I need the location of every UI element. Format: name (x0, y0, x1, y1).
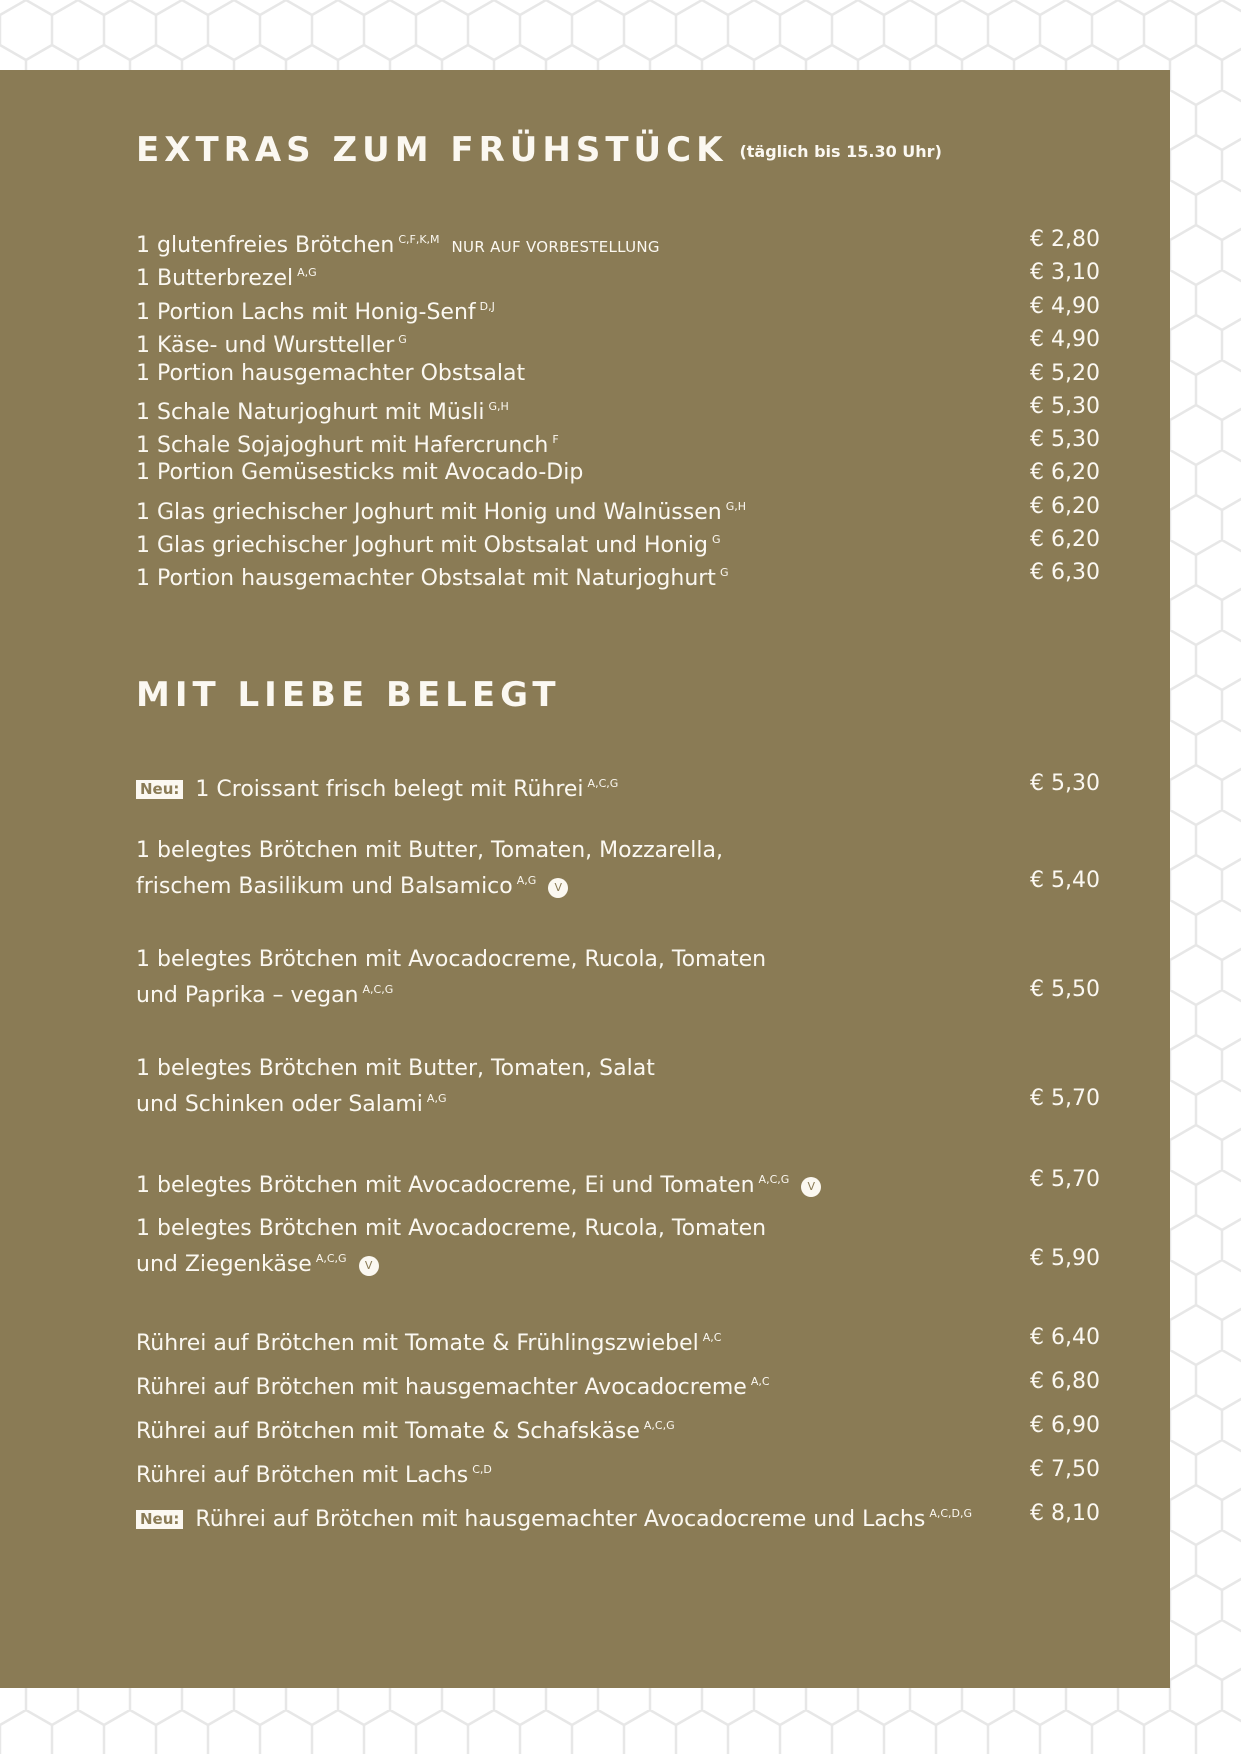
menu-item (136, 945, 1157, 1008)
menu-item (136, 225, 1157, 258)
allergen-codes: A,C,D,G (929, 1507, 973, 1520)
allergen-codes: G,H (725, 500, 746, 513)
item-line (136, 945, 766, 975)
item-price: € 3,10 (1030, 260, 1100, 285)
item-text (136, 1054, 655, 1117)
menu-item (136, 1054, 1157, 1117)
extras-subtitle: (täglich bis 15.30 Uhr) (739, 142, 942, 161)
menu-item (136, 525, 1157, 558)
vegetarian-icon: V (359, 1256, 379, 1276)
item-price: € 8,10 (1030, 1501, 1100, 1526)
item-name: 1 Portion Lachs mit Honig-Senf (136, 300, 476, 325)
allergen-codes: A,G (297, 266, 317, 279)
item-name: Rührei auf Brötchen mit hausgemachter Avocadocreme (136, 1375, 747, 1400)
item-name: 1 Glas griechischer Joghurt mit Obstsalat und Honig (136, 533, 708, 558)
menu-item (136, 458, 1157, 488)
menu-item (136, 359, 1157, 389)
item-line (136, 1411, 675, 1444)
item-name: Rührei auf Brötchen mit Tomate & Schafskäse (136, 1419, 640, 1444)
item-name: Rührei auf Brötchen mit hausgemachter Avocadocreme und Lachs (195, 1507, 926, 1532)
item-line (136, 1499, 973, 1532)
allergen-codes: D,J (479, 300, 495, 313)
item-line (136, 425, 559, 458)
menu-item (136, 392, 1157, 425)
item-line (136, 258, 317, 291)
item-line (136, 1165, 821, 1198)
item-price: € 5,30 (1030, 427, 1100, 452)
item-line (136, 492, 746, 525)
menu-item (136, 258, 1157, 291)
item-line (136, 359, 525, 389)
item-line (136, 558, 729, 591)
item-price: € 5,30 (1030, 394, 1100, 419)
item-name: und Ziegenkäse (136, 1252, 312, 1277)
item-price: € 6,40 (1030, 1325, 1100, 1350)
item-name: frischem Basilikum und Balsamico (136, 874, 513, 899)
item-line (136, 1214, 766, 1244)
vegetarian-icon: V (801, 1177, 821, 1197)
item-price: € 6,90 (1030, 1413, 1100, 1438)
item-text (136, 1214, 767, 1277)
item-text (136, 1411, 675, 1444)
menu-item (136, 1214, 1157, 1277)
item-text (136, 945, 767, 1008)
item-name: 1 Schale Sojajoghurt mit Hafercrunch (136, 433, 549, 458)
item-price: € 6,80 (1030, 1369, 1100, 1394)
item-line (136, 325, 407, 358)
item-price: € 5,70 (1030, 1086, 1100, 1111)
menu-item (136, 292, 1157, 325)
allergen-codes: A,C (750, 1375, 770, 1388)
menu-item (136, 769, 1157, 802)
new-badge: Neu: (136, 1510, 183, 1529)
item-text (136, 325, 407, 358)
item-price: € 5,20 (1030, 361, 1100, 386)
item-name: 1 Croissant frisch belegt mit Rührei (195, 777, 584, 802)
new-badge: Neu: (136, 780, 183, 799)
item-line (136, 975, 766, 1008)
item-name: 1 Portion Gemüsesticks mit Avocado-Dip (136, 460, 584, 485)
vegetarian-icon: V (548, 878, 568, 898)
allergen-codes: G (712, 533, 721, 546)
item-line (136, 525, 721, 558)
menu-item (136, 1165, 1157, 1198)
item-name: 1 belegtes Brötchen mit Avocadocreme, Ei und Tomaten (136, 1173, 755, 1198)
item-text (136, 359, 525, 389)
item-name: 1 Butterbrezel (136, 266, 294, 291)
allergen-codes: C,D (472, 1463, 492, 1476)
allergen-codes: A,C,G (587, 777, 619, 790)
item-text (136, 292, 495, 325)
item-price: € 5,50 (1030, 977, 1100, 1002)
item-text (136, 1367, 770, 1400)
item-name: 1 Schale Naturjoghurt mit Müsli (136, 400, 485, 425)
item-text (136, 558, 729, 591)
allergen-codes: A,G (516, 874, 537, 887)
item-line (136, 458, 583, 488)
item-text (136, 1165, 821, 1198)
item-line (136, 866, 723, 899)
menu-item (136, 1455, 1157, 1488)
item-name: 1 belegtes Brötchen mit Avocadocreme, Rucola, Tomaten (136, 1216, 767, 1241)
item-line (136, 769, 619, 802)
item-name: 1 belegtes Brötchen mit Butter, Tomaten, Salat (136, 1056, 655, 1081)
item-text (136, 425, 559, 458)
item-text (136, 1499, 973, 1532)
menu-item (136, 558, 1157, 591)
allergen-codes: G (398, 333, 407, 346)
item-line (136, 1455, 492, 1488)
item-line (136, 392, 509, 425)
allergen-codes: F (552, 433, 559, 446)
item-price: € 2,80 (1030, 227, 1100, 252)
item-text (136, 492, 746, 525)
item-text (136, 258, 317, 291)
item-line (136, 1084, 655, 1117)
extras-title-text: EXTRAS ZUM FRÜHSTÜCK (136, 130, 728, 170)
item-name: 1 belegtes Brötchen mit Avocadocreme, Rucola, Tomaten (136, 947, 767, 972)
belegt-title-text: MIT LIEBE BELEGT (136, 675, 561, 715)
item-name: 1 Portion hausgemachter Obstsalat (136, 361, 526, 386)
section-title-belegt (136, 675, 561, 715)
allergen-codes: A,C,G (315, 1252, 347, 1265)
item-name: und Schinken oder Salami (136, 1092, 423, 1117)
menu-item (136, 492, 1157, 525)
item-line (136, 1323, 722, 1356)
allergen-codes: A,C,G (643, 1419, 675, 1432)
item-name: und Paprika – vegan (136, 983, 359, 1008)
item-name: 1 glutenfreies Brötchen (136, 233, 395, 258)
item-price: € 5,70 (1030, 1167, 1100, 1192)
allergen-codes: A,C,G (758, 1173, 790, 1186)
allergen-codes: C,F,K,M (398, 233, 440, 246)
allergen-codes: G,H (488, 400, 509, 413)
allergen-codes: A,C (702, 1331, 722, 1344)
item-price: € 5,30 (1030, 771, 1100, 796)
item-price: € 6,20 (1030, 460, 1100, 485)
item-text (136, 836, 723, 899)
item-note: NUR AUF VORBESTELLUNG (451, 238, 660, 256)
item-line (136, 1054, 655, 1084)
menu-item (136, 1323, 1157, 1356)
item-price: € 4,90 (1030, 327, 1100, 352)
item-text (136, 1323, 722, 1356)
item-price: € 5,90 (1030, 1246, 1100, 1271)
item-price: € 6,20 (1030, 527, 1100, 552)
allergen-codes: A,C,G (362, 983, 394, 996)
menu-panel (0, 70, 1170, 1688)
item-text (136, 392, 509, 425)
item-price: € 6,20 (1030, 494, 1100, 519)
allergen-codes: A,G (426, 1092, 447, 1105)
item-text (136, 458, 583, 488)
item-name: 1 belegtes Brötchen mit Butter, Tomaten, Mozzarella, (136, 838, 723, 863)
menu-item (136, 836, 1157, 899)
section-title-extras (136, 130, 942, 172)
item-line (136, 836, 723, 866)
item-line (136, 1367, 770, 1400)
item-text (136, 769, 619, 802)
item-price: € 7,50 (1030, 1457, 1100, 1482)
item-line (136, 1244, 766, 1277)
item-name: Rührei auf Brötchen mit Lachs (136, 1463, 469, 1488)
item-line (136, 292, 495, 325)
menu-item (136, 1367, 1157, 1400)
item-text (136, 525, 721, 558)
item-text (136, 225, 660, 258)
item-name: 1 Portion hausgemachter Obstsalat mit Naturjoghurt (136, 566, 716, 591)
item-name: Rührei auf Brötchen mit Tomate & Frühlingszwiebel (136, 1331, 699, 1356)
menu-item (136, 1411, 1157, 1444)
item-price: € 5,40 (1030, 868, 1100, 893)
item-price: € 4,90 (1030, 294, 1100, 319)
menu-item (136, 425, 1157, 458)
menu-item (136, 1499, 1157, 1532)
menu-item (136, 325, 1157, 358)
item-text (136, 1455, 492, 1488)
item-name: 1 Glas griechischer Joghurt mit Honig und Walnüssen (136, 500, 722, 525)
item-price: € 6,30 (1030, 560, 1100, 585)
item-line (136, 225, 660, 258)
item-name: 1 Käse- und Wurstteller (136, 333, 395, 358)
allergen-codes: G (719, 566, 729, 579)
